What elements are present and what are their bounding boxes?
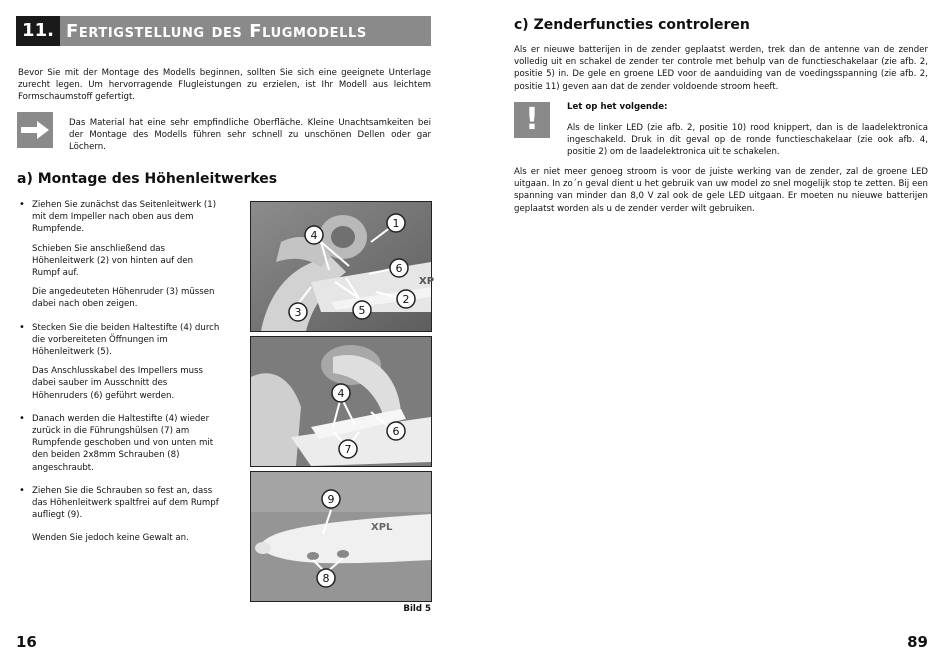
figure-caption: Bild 5 bbox=[403, 604, 431, 614]
list-item: • Ziehen Sie die Schrauben so fest an, dass das Höhenleitwerk spaltfrei auf dem Rumpf aufliegt (9). bbox=[18, 485, 223, 522]
intro-paragraph: Bevor Sie mit der Montage des Modells beginnen, sollten Sie sich eine geeignete Unterlage zurecht legen. Um hervorragende Flugleistungen zu erzielen, ist Ihr Modell aus leichtem Formschaumstoff gefertigt. bbox=[18, 68, 431, 103]
callout-label: 5 bbox=[358, 304, 366, 317]
photo-model-label: XP bbox=[419, 276, 435, 287]
chapter-number: 11. bbox=[16, 16, 60, 46]
zender-paragraph-1: Als er nieuwe batterijen in de zender geplaatst werden, trek dan de antenne van de zender volledig uit en schakel de zender ter controle met behulp van de functieschakelaar (zie afb. 2, positie 5) in. De gele en groene LED voor de aanduiding van de voedingsspanning (zie afb. 2, positie 11) geven aan dat de zender voldoende stroom heeft. bbox=[514, 45, 928, 92]
callout-label: 4 bbox=[310, 229, 318, 242]
list-item: Die angedeuteten Höhenruder (3) müssen dabei nach oben zeigen. bbox=[32, 287, 215, 310]
right-page bbox=[475, 0, 950, 658]
page-number-right: 89 bbox=[907, 633, 928, 651]
callout-label: 1 bbox=[392, 217, 400, 230]
list-item: • Danach werden die Haltestifte (4) wieder zurück in die Führungshülsen (7) am Rumpfende geschoben und von unten mit den beiden 2x8mm Schrauben (8) angeschraubt. bbox=[18, 413, 223, 474]
callout-label: 6 bbox=[395, 262, 403, 275]
chapter-title: Fertigstellung des Flugmodells bbox=[66, 21, 367, 42]
callout-label: 8 bbox=[322, 572, 330, 585]
assembly-photo-3 bbox=[250, 471, 432, 602]
warning-exclamation-icon: ! bbox=[514, 102, 550, 138]
assembly-photo-1 bbox=[250, 201, 435, 332]
list-item: Schieben Sie anschließend das Höhenleitwerk (2) von hinten auf den Rumpf auf. bbox=[32, 243, 194, 279]
list-item: • Ziehen Sie zunächst das Seitenleitwerk (1) mit dem Impeller nach oben aus dem Rumpfende. bbox=[18, 199, 223, 236]
list-item: Das Anschlusskabel des Impellers muss dabei sauber im Ausschnitt des Höhenruders (6) geführt werden. bbox=[32, 366, 203, 401]
callout-label: 6 bbox=[392, 425, 400, 438]
page-number-left: 16 bbox=[16, 633, 37, 651]
callout-label: 4 bbox=[337, 387, 345, 400]
callout-label: 2 bbox=[402, 293, 410, 306]
list-item: Wenden Sie jedoch keine Gewalt an. bbox=[32, 533, 189, 544]
note-paragraph-nl: Als de linker LED (zie afb. 2, positie 10) rood knippert, dan is de laadelektronica ingeschakeld. Druk in dit geval op de ronde functieschakelaar (zie ook afb. 4, positie 2) om de laadelektronica uit te schakelen. bbox=[567, 123, 928, 158]
photo-model-label: XPL bbox=[371, 522, 393, 533]
callout-label: 7 bbox=[344, 443, 352, 456]
callout-label: 9 bbox=[327, 493, 335, 506]
arrow-right-icon bbox=[17, 112, 53, 148]
list-item: • Stecken Sie die beiden Haltestifte (4) durch die vorbereiteten Öffnungen im Höhenleitwerk (5). bbox=[18, 322, 223, 359]
note-title: Let op het volgende: bbox=[567, 102, 668, 112]
note-paragraph: Das Material hat eine sehr empfindliche Oberfläche. Kleine Unachtsamkeiten bei der Montage des Modells führen sehr schnell zu unschönen Dellen oder gar Löchern. bbox=[69, 118, 431, 153]
section-title-montage: a) Montage des Höhenleitwerkes bbox=[17, 171, 278, 187]
instruction-list bbox=[18, 199, 223, 545]
assembly-photo-2 bbox=[250, 336, 432, 467]
chapter-header bbox=[16, 16, 431, 46]
section-title-zender: c) Zenderfuncties controleren bbox=[514, 17, 750, 33]
callout-label: 3 bbox=[294, 306, 302, 319]
zender-paragraph-2: Als er niet meer genoeg stroom is voor de juiste werking van de zender, zal de groene LED uitgaan. In zo´n geval dient u het gebruik van uw model zo snel mogelijk stop te zetten. Bij een spanning van minder dan 8,0 V zal ook de gele LED uitgaan. Er moeten nu nieuwe batterijen geplaatst worden als u de zender verder wilt gebruiken. bbox=[514, 167, 928, 214]
